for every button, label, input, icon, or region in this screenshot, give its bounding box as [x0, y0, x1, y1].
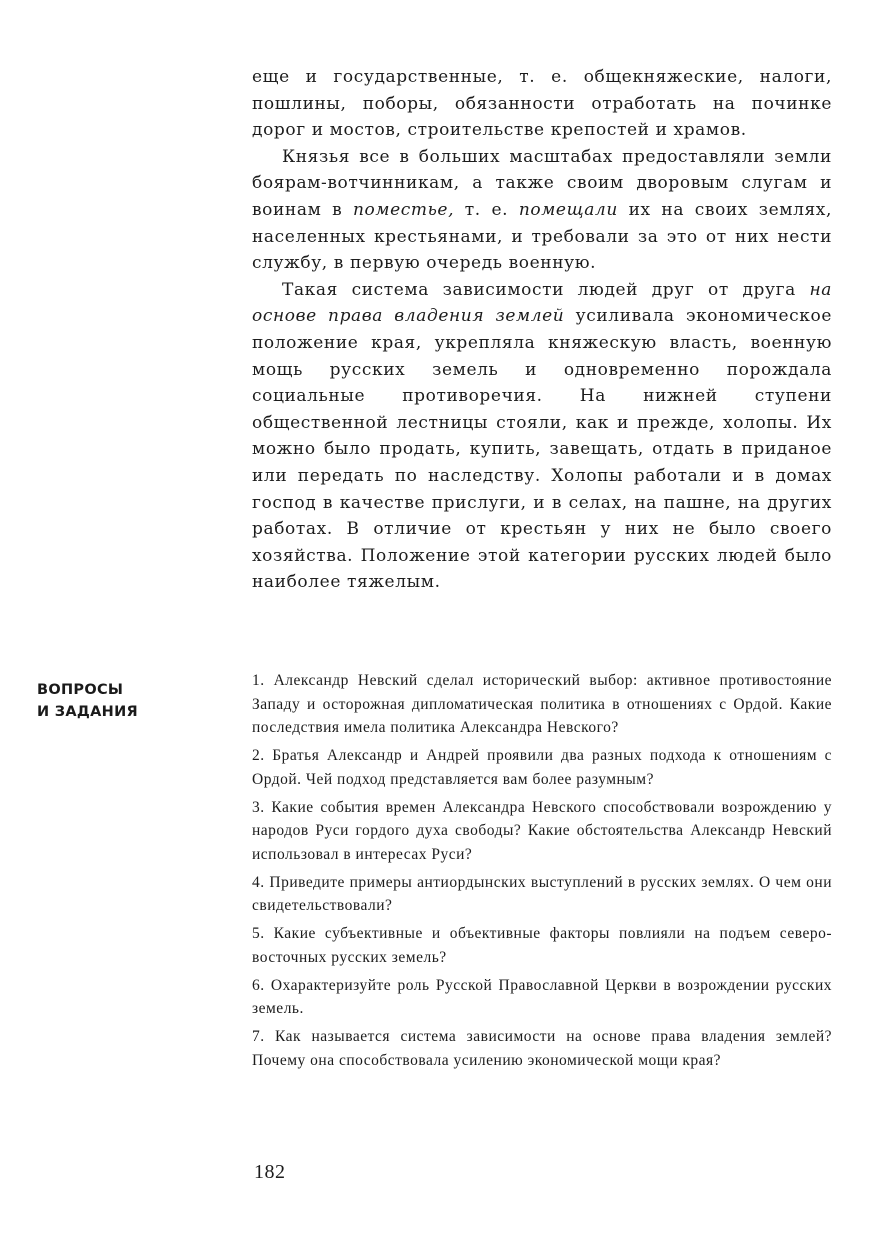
main-text: [252, 64, 832, 596]
paragraph-2-text-a: Князья все в больших масштабах предоставляли земли боярам-вотчинникам, а также своим дворовым слугам и воинам в: [252, 146, 832, 220]
question-7: 7. Как называется система зависимости на основе права владения землей? Почему она способствовала усилению экономической мощи края?: [252, 1028, 832, 1069]
question-5: 5. Какие субъективные и объективные факторы повлияли на подъем северо-восточных русских земель?: [252, 925, 832, 966]
question-4: 4. Приведите примеры антиордынских выступлений в русских землях. О чем они свидетельствовали?: [252, 873, 832, 914]
questions-list: [252, 669, 832, 1077]
page-number: 182: [254, 1161, 286, 1183]
term-land-ownership: на основе права владения землей: [252, 279, 832, 327]
question-3: 3. Какие события времен Александра Невского способствовали возрождению у народов Руси гордого духа свободы? Какие обстоятельства Александр Невский использовал в интересах Руси?: [252, 798, 832, 863]
term-pomestye: поместье,: [352, 199, 455, 220]
paragraph-3-text-c: усиливала экономическое положение края, укрепляла княжескую власть, военную мощь русских земель и одновременно порождала социальные противоречия. На нижней ступени общественной лестницы стояли, как и прежде, холопы. Их можно было продать, купить, завещать, отдать в приданое или передать по наследству. Холопы работали и в домах господ в качестве прислуги, и в селах, на пашне, на других работах. В отличие от крестьян у них не было своего хозяйства. Положение этой категории русских людей было наиболее тяжелым.: [252, 306, 832, 593]
questions-heading-line-1: ВОПРОСЫ: [37, 682, 124, 698]
paragraph-1: еще и государственные, т. е. общекняжеские, налоги, пошлины, поборы, обязанности отработать на починке дорог и мостов, строительстве крепостей и храмов.: [252, 67, 832, 141]
question-2: 2. Братья Александр и Андрей проявили два разных подхода к отношениям с Ордой. Чей подход представляется вам более разумным?: [252, 747, 832, 788]
question-6: 6. Охарактеризуйте роль Русской Православной Церкви в возрождении русских земель.: [252, 976, 832, 1017]
paragraph-3-text-a: Такая система зависимости людей друг от друга: [282, 279, 810, 300]
paragraph-3: [252, 277, 832, 596]
paragraph-2: [252, 144, 832, 277]
paragraph-2-text-e: их на своих землях, населенных крестьянами, и требовали за это от них нести службу, в первую очередь военную.: [252, 199, 832, 274]
term-pomeshchali: помещали: [518, 199, 618, 220]
questions-heading: [37, 679, 197, 723]
question-1: 1. Александр Невский сделал исторический выбор: активное противостояние Западу и осторожная дипломатическая политика в отношениях с Ордой. Какие последствия имела политика Александра Невского?: [252, 672, 832, 736]
questions-heading-line-2: И ЗАДАНИЯ: [37, 704, 138, 720]
paragraph-2-text-c: т. е.: [454, 199, 519, 220]
